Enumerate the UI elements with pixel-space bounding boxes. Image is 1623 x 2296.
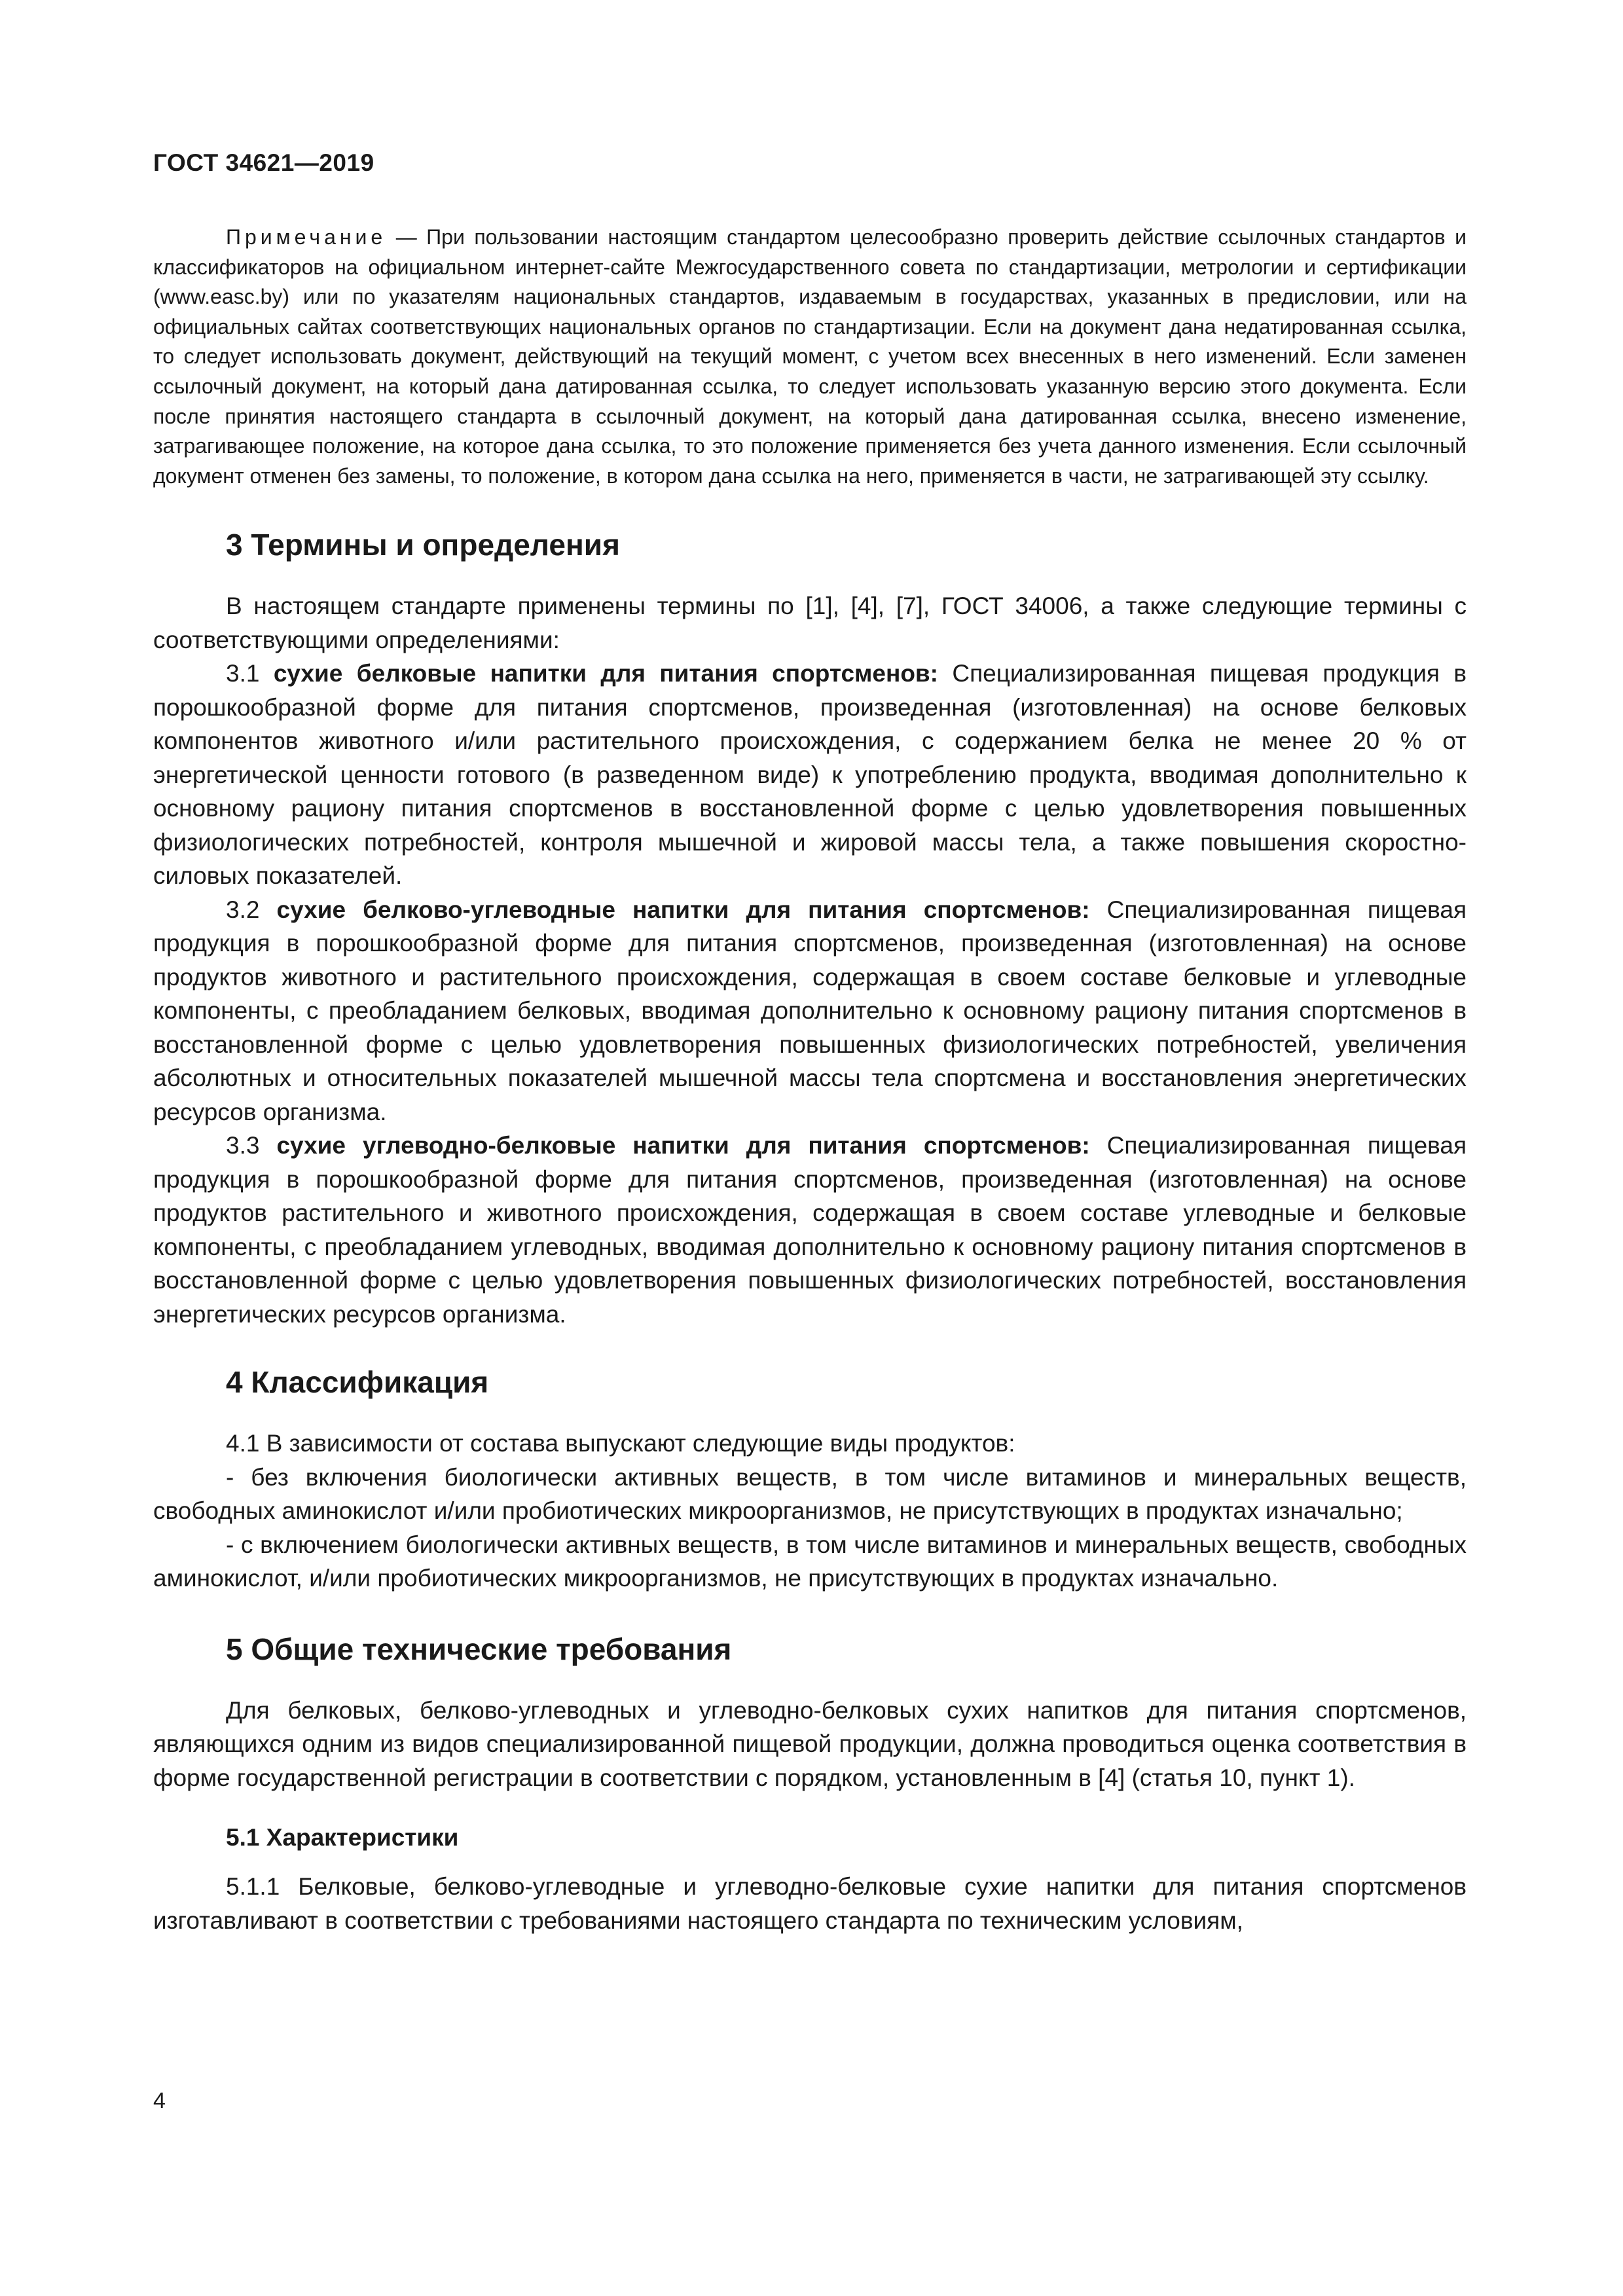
term-number: 3.3 [226,1132,277,1159]
term-name: сухие белковые напитки для питания спортсменов: [273,660,938,687]
section-3-intro: В настоящем стандарте применены термины по [1], [4], [7], ГОСТ 34006, а также следующие термины с соответствующими определениями: [153,592,1467,653]
term-number: 3.1 [226,660,274,687]
note-label: Примечание [226,225,387,249]
term-number: 3.2 [226,896,277,923]
term-definition: Специализированная пищевая продукция в порошкообразной форме для питания спортсменов, произведенная (изготовленная) на основе продуктов растительного и животного происхождения, содержащая в своем составе углеводные и белковые компоненты, с преобладанием углеводных, вводимая дополнительно к основному рациону питания спортсменов в восстановленной форме с целью удовлетворения повышенных физиологических потребностей, восстановления энергетических ресурсов организма. [153,1132,1467,1328]
page-number: 4 [153,2088,166,2113]
term-definition: Специализированная пищевая продукция в порошкообразной форме для питания спортсменов, произведенная (изготовленная) на основе белковых компонентов животного и/или растительного происхождения, с содержанием белка не менее 20 % от энергетической ценности готового (в разведенном виде) к употреблению продукта, вводимая дополнительно к основному рациону питания спортсменов в восстановленной форме с целью удовлетворения повышенных физиологических потребностей, контроля мышечной и жировой массы тела, а также повышения скоростно-силовых показателей. [153,660,1467,890]
reference-note [153,223,1467,491]
term-name: сухие белково-углеводные напитки для питания спортсменов: [276,896,1090,923]
section-3-title: 3 Термины и определения [226,528,620,562]
section-5-intro: Для белковых, белково-углеводных и углеводно-белковых сухих напитков для питания спортсменов, являющихся одним из видов специализированной пищевой продукции, должна проводиться оценка соответствия в форме государственной регистрации в соответствии с порядком, установленным в [4] (статья 10, пункт 1). [153,1696,1467,1791]
term-3-2 [153,893,1467,1129]
page-content [153,223,1467,1937]
term-3-1 [153,657,1467,893]
term-definition: Специализированная пищевая продукция в порошкообразной форме для питания спортсменов, произведенная (изготовленная) на основе продуктов животного и растительного происхождения, содержащая в своем составе белковые и углеводные компоненты, с преобладанием белковых, вводимая дополнительно к основному рациону питания спортсменов в восстановленной форме с целью удовлетворения повышенных физиологических потребностей, увеличения абсолютных и относительных показателей мышечной массы тела спортсмена и восстановления энергетических ресурсов организма. [153,896,1467,1125]
term-name: сухие углеводно-белковые напитки для питания спортсменов: [276,1132,1090,1159]
section-4-intro: 4.1 В зависимости от состава выпускают следующие виды продуктов: [226,1430,1015,1457]
subsection-5-1-title: 5.1 Характеристики [226,1824,459,1851]
term-3-3 [153,1129,1467,1331]
note-text: — При пользовании настоящим стандартом целесообразно проверить действие ссылочных стандартов и классификаторов на официальном интернет-сайте Межгосударственного совета по стандартизации, метрологии и сертификации (www.easc.by) или по указателям национальных стандартов, издаваемым в государствах, указанных в предисловии, или на официальных сайтах соответствующих национальных органов по стандартизации. Если на документ дана недатированная ссылка, то следует использовать документ, действующий на текущий момент, с учетом всех внесенных в него изменений. Если заменен ссылочный документ, на который дана датированная ссылка, то следует использовать указанную версию этого документа. Если после принятия настоящего стандарта в ссылочный документ, на который дана датированная ссылка, внесено изменение, затрагивающее положение, на которое дана ссылка, то это положение применяется без учета данного изменения. Если ссылочный документ отменен без замены, то положение, в котором дана ссылка на него, применяется в части, не затрагивающей эту ссылку. [153,225,1467,488]
section-5-title: 5 Общие технические требования [226,1631,732,1666]
paragraph-5-1-1: 5.1.1 Белковые, белково-углеводные и углеводно-белковые сухие напитки для питания спортсменов изготавливают в соответствии с требованиями настоящего стандарта по техническим условиям, [153,1873,1467,1934]
list-item: - с включением биологически активных веществ, в том числе витаминов и минеральных веществ, свободных аминокислот, и/или пробиотических микроорганизмов, не присутствующих в продуктах изначально. [153,1531,1467,1592]
section-4-title: 4 Классификация [226,1365,489,1400]
document-code-header: ГОСТ 34621—2019 [153,149,374,176]
list-item: - без включения биологически активных веществ, в том числе витаминов и минеральных веществ, свободных аминокислот и/или пробиотических микроорганизмов, не присутствующих в продуктах изначально; [153,1463,1467,1525]
